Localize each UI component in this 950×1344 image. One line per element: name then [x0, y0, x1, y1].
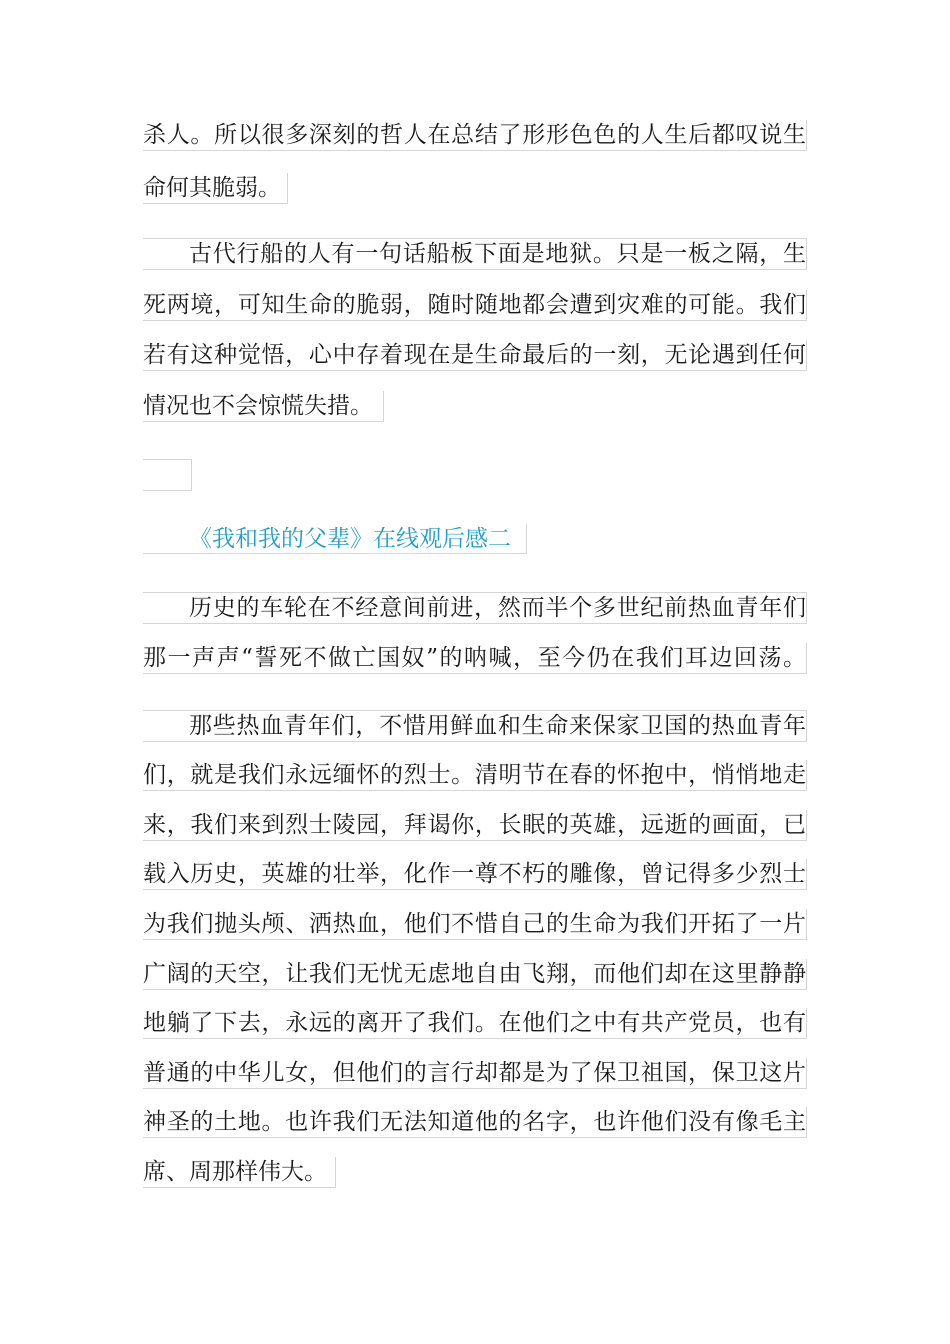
- paragraph-4-line-10: 席、周那样伟大。: [143, 1157, 336, 1188]
- paragraph-2-line-1: 古代行船的人有一句话船板下面是地狱。只是一板之隔，生: [143, 238, 807, 270]
- paragraph-4-line-8: 普通的中华儿女，但他们的言行却都是为了保卫祖国，保卫这片: [143, 1058, 807, 1089]
- paragraph-4-line-6: 广阔的天空，让我们无忧无虑地自由飞翔，而他们却在这里静静: [143, 959, 807, 990]
- paragraph-3-line-2: 那一声声“誓死不做亡国奴”的呐喊，至今仍在我们耳边回荡。: [143, 643, 807, 674]
- paragraph-4-line-9: 神圣的土地。也许我们无法知道他的名字，也许他们没有像毛主: [143, 1107, 807, 1138]
- paragraph-4-line-7: 地躺了下去，永远的离开了我们。在他们之中有共产党员，也有: [143, 1008, 807, 1039]
- paragraph-1-line-2: 命何其脆弱。: [143, 173, 288, 204]
- paragraph-4-line-3: 来，我们来到烈士陵园，拜谒你，长眠的英雄，远逝的画面，已: [143, 810, 807, 841]
- paragraph-4-line-1: 那些热血青年们，不惜用鲜血和生命来保家卫国的热血青年: [143, 710, 807, 742]
- paragraph-4-line-5: 为我们抛头颅、洒热血，他们不惜自己的生命为我们开拓了一片: [143, 909, 807, 940]
- paragraph-2-line-3: 若有这种觉悟，心中存着现在是生命最后的一刻，无论遇到任何: [143, 340, 807, 371]
- paragraph-2-line-4: 情况也不会惊慌失措。: [143, 391, 384, 422]
- empty-paragraph: [143, 459, 192, 491]
- paragraph-2-line-2: 死两境，可知生命的脆弱，随时随地都会遭到灾难的可能。我们: [143, 290, 807, 321]
- paragraph-4-line-4: 载入历史，英雄的壮举，化作一尊不朽的雕像，曾记得多少烈士: [143, 859, 807, 890]
- section-heading: 《我和我的父辈》在线观后感二: [143, 524, 527, 554]
- paragraph-1-line-1: 杀人。所以很多深刻的哲人在总结了形形色色的人生后都叹说生: [143, 120, 807, 151]
- paragraph-4-line-2: 们，就是我们永远缅怀的烈士。清明节在春的怀抱中，悄悄地走: [143, 760, 807, 791]
- paragraph-3-line-1: 历史的车轮在不经意间前进，然而半个多世纪前热血青年们: [143, 592, 807, 624]
